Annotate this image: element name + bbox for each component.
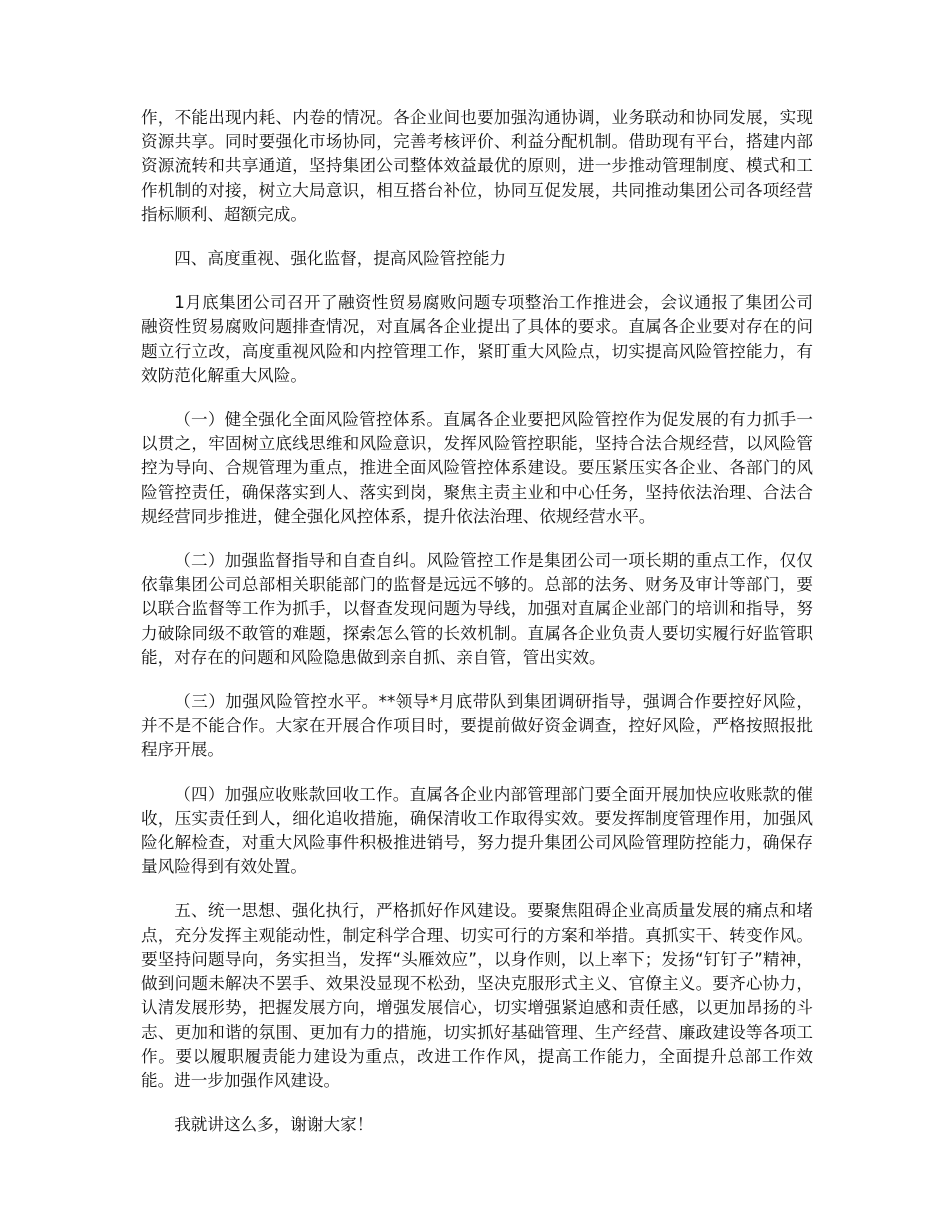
paragraph-item-four: （四）加强应收账款回收工作。直属各企业内部管理部门要全面开展加快应收账款的催收，压实责任到人，细化追收措施，确保清收工作取得实效。要发挥制度管理作用，加强风险化解检查，对重大风险事件积极推进销号，努力提升集团公司风险管理防控能力，确保存量风险得到有效处置。 (141, 784, 813, 877)
paragraph-section-five: 五、统一思想、强化执行，严格抓好作风建设。要聚焦阻碍企业高质量发展的痛点和堵点，充分发挥主观能动性，制定科学合理、切实可行的方案和举措。真抓实干、转变作风。要坚持问题导向，务实担当，发挥“头雁效应”，以身作则，以上率下；发扬“钉钉子”精神，做到问题未解决不罢手、效果没显现不松劲，坚决克服形式主义、官僚主义。要齐心协力，认清发展形势，把握发展方向，增强发展信心，切实增强紧迫感和责任感，以更加昂扬的斗志、更加和谐的氛围、更加有力的措施，切实抓好基础管理、生产经营、廉政建设等各项工作。要以履职履责能力建设为重点，改进工作作风，提高工作能力，全面提升总部工作效能。进一步加强作风建设。 (141, 901, 813, 1090)
paragraph-item-two: （二）加强监督指导和自查自纠。风险管控工作是集团公司一项长期的重点工作，仅仅依靠集团公司总部相关职能部门的监督是远远不够的。总部的法务、财务及审计等部门，要以联合监督等工作为抓手，以督查发现问题为导线，加强对直属企业部门的培训和指导，努力破除同级不敢管的难题，探索怎么管的长效机制。直属各企业负责人要切实履行好监管职能，对存在的问题和风险隐患做到亲自抓、亲自管，管出实效。 (141, 551, 813, 667)
paragraph-meeting-report: 1月底集团公司召开了融资性贸易腐败问题专项整治工作推进会，会议通报了集团公司融资性贸易腐败问题排查情况，对直属各企业提出了具体的要求。直属各企业要对存在的问题立行立改，高度重视风险和内控管理工作，紧盯重大风险点，切实提高风险管控能力，有效防范化解重大风险。 (141, 293, 813, 385)
document-body (141, 106, 813, 1157)
section-heading-four: 四、高度重视、强化监督，提高风险管控能力 (174, 249, 507, 269)
paragraph-continuation: 作，不能出现内耗、内卷的情况。各企业间也要加强沟通协调，业务联动和协同发展，实现资源共享。同时要强化市场协同，完善考核评价、利益分配机制。借助现有平台，搭建内部资源流转和共享通道，坚持集团公司整体效益最优的原则，进一步推动管理制度、模式和工作机制的对接，树立大局意识，相互搭台补位，协同互促发展，共同推动集团公司各项经营指标顺利、超额完成。 (141, 108, 813, 224)
paragraph-item-one: （一）健全强化全面风险管控体系。直属各企业要把风险管控作为促发展的有力抓手一以贯之，牢固树立底线思维和风险意识，发挥风险管控职能，坚持合法合规经营，以风险管控为导向、合规管理为重点，推进全面风险管控体系建设。要压紧压实各企业、各部门的风险管控责任，确保落实到人、落实到岗，聚焦主责主业和中心任务，坚持依法治理、合法合规经营同步推进，健全强化风控体系，提升依法治理、依规经营水平。 (141, 410, 813, 526)
paragraph-item-three: （三）加强风险管控水平。**领导*月底带队到集团调研指导，强调合作要控好风险，并不是不能合作。大家在开展合作项目时，要提前做好资金调查，控好风险，严格按照报批程序开展。 (141, 692, 813, 760)
paragraph-closing: 我就讲这么多，谢谢大家！ (174, 1115, 374, 1135)
